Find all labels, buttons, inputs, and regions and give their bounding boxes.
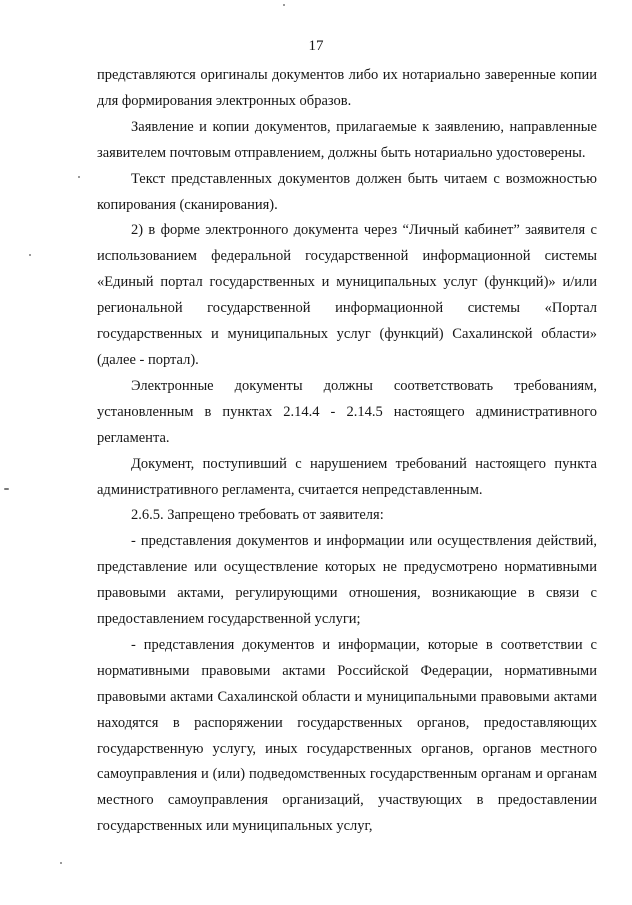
- scan-mark: [4, 488, 9, 490]
- paragraph-originals: представляются оригиналы документов либо их нотариально заверенные копии для формирования электронных образов.: [97, 67, 597, 109]
- paragraph-electronic-form: 2) в форме электронного документа через “Личный кабинет” заявителя с использованием федеральной государственной информационной системы «Единый портал государственных и муниципальных услуг (функций)» и/или региональной государственной информационной системы «Портал государственных и муниципальных услуг (функций) Сахалинской области» (далее - портал).: [97, 222, 597, 368]
- page-number: 17: [308, 38, 324, 54]
- section-heading-2-6-5: 2.6.5. Запрещено требовать от заявителя:: [131, 507, 384, 524]
- list-item-2: - представления документов и информации, которые в соответствии с нормативными правовыми актами Российской Федерации, нормативными правовыми актами Сахалинской области и муниципальными правовыми актами находятся в распоряжении государственных органов, предоставляющих государственную услугу, иных государственных органов, органов местного самоуправления и (или) подведомственных государственным органам и органам местного самоуправления организаций, участвующих в предоставлении государственных или муниципальных услуг,: [97, 636, 597, 835]
- list-item-1: - представления документов и информации или осуществления действий, представление или осуществление которых не предусмотрено нормативными правовыми актами, регулирующими отношения, возникающие в связи с предоставлением государственной услуги;: [97, 533, 597, 628]
- scan-mark: [78, 176, 80, 178]
- scan-mark: [283, 4, 285, 6]
- scan-mark: [60, 862, 62, 864]
- body-text: [97, 63, 597, 840]
- scan-mark: [29, 254, 31, 256]
- paragraph-not-submitted: Документ, поступивший с нарушением требований настоящего пункта административного регламента, считается непредставленным.: [97, 455, 597, 498]
- paragraph-notarized: Заявление и копии документов, прилагаемые к заявлению, направленные заявителем почтовым отправлением, должны быть нотариально удостоверены.: [97, 118, 597, 161]
- paragraph-readable: Текст представленных документов должен быть читаем с возможностью копирования (сканирования).: [97, 170, 597, 213]
- paragraph-electronic-requirements: Электронные документы должны соответствовать требованиям, установленным в пунктах 2.14.4 - 2.14.5 настоящего административного регламента.: [97, 377, 597, 446]
